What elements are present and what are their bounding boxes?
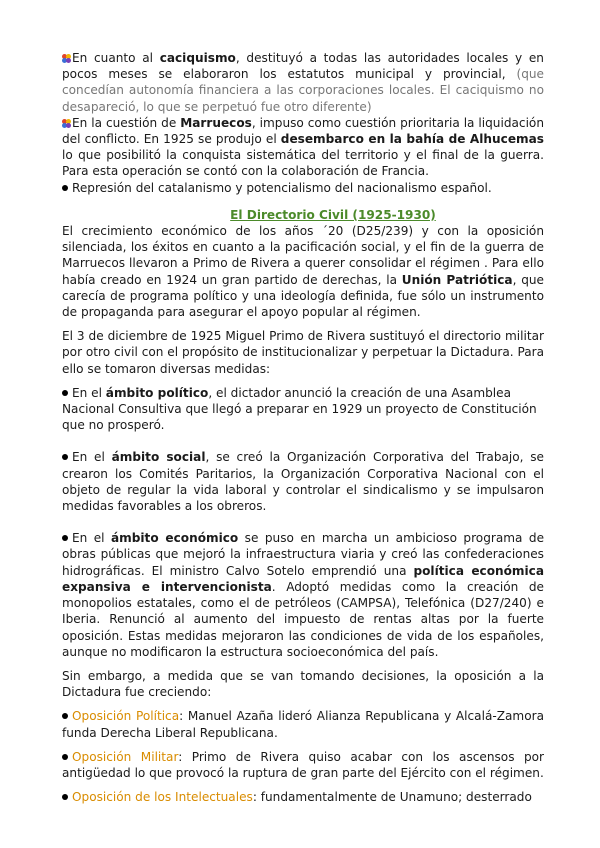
document-page — [62, 50, 544, 805]
text: En el — [72, 385, 106, 400]
keyword-ambito-politico: ámbito político — [105, 385, 209, 400]
text: , que carecía de programa político y una ideología definida, fue sólo un instrumento de propaganda para asegurar el apoyo popular al régimen. — [62, 272, 544, 320]
text: . Adoptó medidas como la creación de monopolios estatales, como el de petróleos (CAMPSA), Telefónica (D27/240) e Iberia. Renunció al aumento del impuesto de rentas altas por la fuerte oposición. Estas medidas mejoraron las condiciones de vida de los españoles, aunque no modificaron la estructura socioeconómica del país. — [62, 579, 544, 659]
text: , impuso como cuestión prioritaria la liquidación del conflicto. En 1925 se produjo el — [62, 115, 544, 147]
bullet-icon — [62, 535, 68, 541]
keyword-alhucemas: desembarco en la bahía de Alhucemas — [280, 132, 544, 147]
oposicion-intro-paragraph: Sin embargo, a medida que se van tomando decisiones, la oposición a la Dictadura fue creciendo: — [62, 668, 544, 700]
keyword-caciquismo: caciquismo — [159, 51, 236, 65]
caciquismo-paragraph — [62, 50, 544, 115]
oposicion-politica-item — [62, 708, 544, 740]
oposicion-militar-label: Oposición Militar — [72, 749, 179, 764]
text: : fundamentalmente de Unamuno; desterrado — [252, 790, 532, 805]
keyword-union-patriotica: Unión Patriótica — [401, 272, 513, 287]
text: : Manuel Azaña lideró Alianza Republicana y Alcalá-Zamora funda Derecha Liberal Republicana. — [62, 709, 544, 740]
text: se puso en marcha un ambicioso programa de obras públicas que mejoró la infraestructura viaria y creó las confederaciones hidrográficas. El ministro Calvo Sotelo emprendió una — [62, 531, 545, 578]
bullet-icon — [62, 185, 68, 191]
oposicion-intelectuales-item — [62, 789, 544, 805]
bullet-icon — [62, 713, 68, 719]
bullet-icon — [62, 454, 68, 460]
text: , el dictador anunció la creación de una Asamblea Nacional Consultiva que llegó a preparar en 1929 un proyecto de Constitución que no prosperó. — [62, 385, 537, 433]
section-heading: El Directorio Civil (1925-1930) — [230, 207, 436, 222]
text: En la cuestión de — [72, 115, 181, 130]
text: El crecimiento económico de los años ´20 (D25/239) y con la oposición silenciada, los éxitos en cuanto a la pacificación social, y el fin de la guerra de Marruecos llevaron a Primo de Rivera a querer consolidar el régimen . Para ello había creado en 1924 un gran partido de derechas, la — [62, 224, 544, 287]
text: , se creó la Organización Corporativa del Trabajo, se crearon los Comités Paritarios, la Organización Corporativa Nacional con el objeto de regular la vida laboral y controlar el sindicalismo y se impulsaron medidas favorables a los obreros. — [62, 450, 544, 514]
keyword-marruecos: Marruecos — [180, 115, 252, 130]
ambito-social-item — [62, 449, 544, 514]
oposicion-militar-item — [62, 749, 544, 781]
keyword-ambito-economico: ámbito económico — [110, 531, 239, 546]
bullet-icon — [62, 754, 68, 760]
text: En el — [72, 450, 112, 465]
bullet-icon — [62, 390, 68, 396]
text: Represión del catalanismo y potencialismo del nacionalismo español. — [72, 180, 492, 195]
text: : Primo de Rivera quiso acabar con los ascensos por antigüedad lo que provocó la ruptura de gran parte del Ejército con el régimen. — [62, 749, 544, 780]
directorio-paragraph: El 3 de diciembre de 1925 Miguel Primo de Rivera sustituyó el directorio militar por otro civil con el propósito de institucionalizar y perpetuar la Dictadura. Para ello se tomaron diversas medidas: — [62, 329, 544, 376]
bullet-icon — [62, 794, 68, 800]
text: En el — [72, 531, 111, 546]
crecimiento-paragraph — [62, 223, 544, 320]
keyword-ambito-social: ámbito social — [111, 450, 206, 465]
represion-item — [62, 180, 544, 196]
marruecos-paragraph — [62, 115, 544, 180]
text: , destituyó a todas las autoridades locales y en pocos meses se elaboraron los estatutos municipal y provincial, — [62, 51, 544, 82]
keyword-politica-economica: política económica expansiva e intervencionista — [62, 563, 544, 594]
text: En cuanto al — [72, 51, 160, 65]
oposicion-intelectuales-label: Oposición de los Intelectuales — [72, 790, 253, 805]
oposicion-politica-label: Oposición Política — [72, 709, 180, 724]
aside-note: (que concedían autonomía financiera a las corporaciones locales. El caciquismo no desapareció, lo que se perpetuó fue otro diferente) — [62, 67, 544, 114]
flower-bullet-icon — [62, 119, 71, 128]
flower-bullet-icon — [62, 54, 71, 63]
ambito-politico-item — [62, 385, 544, 434]
ambito-economico-item — [62, 530, 544, 660]
text: lo que posibilitó la conquista sistemática del territorio y el final de la guerra. Para esta operación se contó con la colaboración de Francia. — [62, 148, 544, 179]
